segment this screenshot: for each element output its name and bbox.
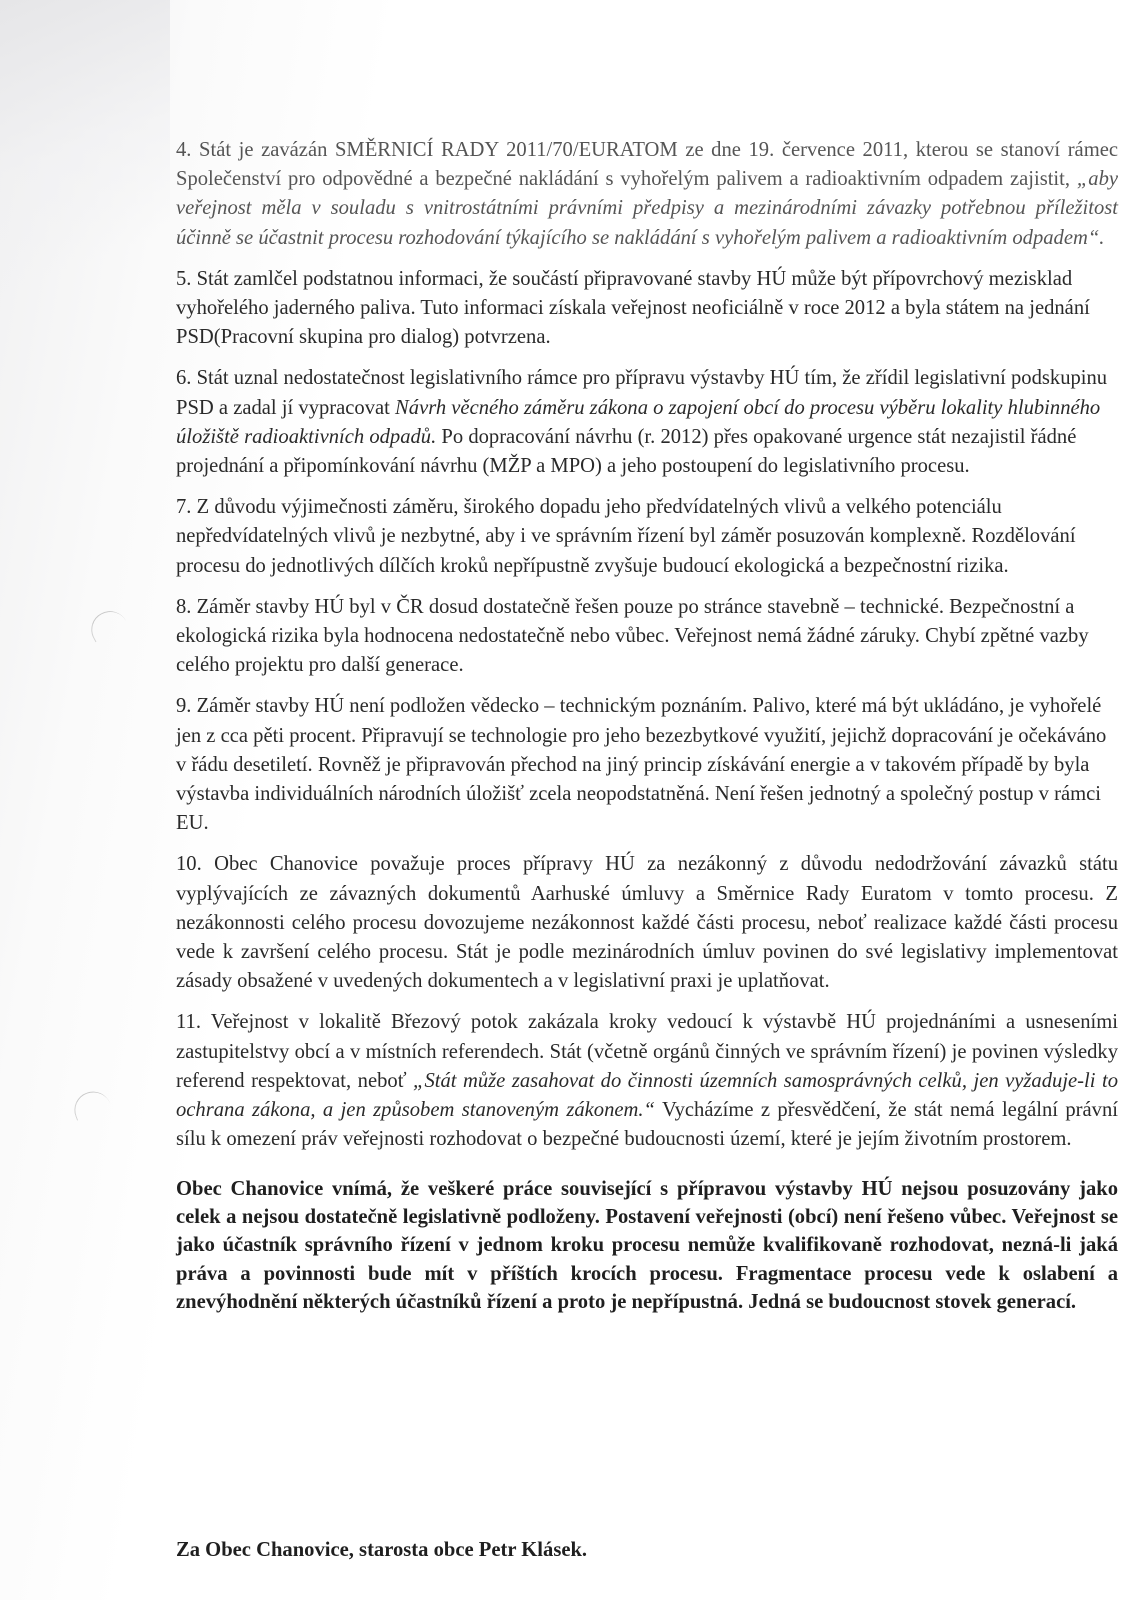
paragraph-11: [176, 1008, 1118, 1154]
paragraph-8: 8. Záměr stavby HÚ byl v ČR dosud dostatečně řešen pouze po stránce stavebně – technické. Bezpečnostní a ekologická rizika byla hodnocena nedostatečně nebo vůbec. Veřejnost nemá žádné záruky. Chybí zpětné vazby celého projektu pro další generace.: [176, 595, 1089, 677]
paragraph-9: 9. Záměr stavby HÚ není podložen vědecko – technickým poznáním. Palivo, které má být ukládáno, je vyhořelé jen z cca pěti procent. Připravují se technologie pro jeho bezezbytkové využití, jejichž dopracování je očekáváno v řádu desetiletí. Rovněž je připravován přechod na jiný princip získávání energie a v takovém případě by byla výstavba individuálních národních úložišť zcela neopodstatněná. Není řešen jednotný a společný postup v rámci EU.: [176, 695, 1107, 835]
signature-line: Za Obec Chanovice, starosta obce Petr Klásek.: [176, 1539, 588, 1561]
paragraph-11-quote: „Stát může zasahovat do činnosti územních samosprávných celků, jen vyžaduje-li to ochrana zákona, a jen způsobem stanoveným zákonem.“: [176, 1069, 1118, 1122]
paragraph-11-rest: Vycházíme z přesvědčení, že stát nemá legální právní sílu k omezení práv veřejnosti rozhodovat o bezpečné budoucnosti území, které je jejím životním prostorem.: [176, 1099, 1118, 1151]
paragraph-5: 5. Stát zamlčel podstatnou informaci, že součástí připravované stavby HÚ může být přípovrchový mezisklad vyhořelého jaderného paliva. Tuto informaci získala veřejnost neoficiálně v roce 2012 a byla státem na jednání PSD(Pracovní skupina pro dialog) potvrzena.: [176, 267, 1090, 349]
scan-shadow: [0, 0, 170, 330]
paragraph-10: 10. Obec Chanovice považuje proces přípravy HÚ za nezákonný z důvodu nedodržování závazků státu vyplývajících ze závazných dokumentů Aarhuské úmluvy a Směrnice Rady Euratom v tomto procesu. Z nezákonnosti celého procesu dovozujeme nezákonnost každé části procesu, neboť realizace každé části procesu vede k završení celého procesu. Stát je podle mezinárodních úmluv povinen do své legislativy implementovat zásady obsažené v uvedených dokumentech a v legislativní praxi je uplatňovat.: [176, 853, 1118, 993]
conclusion: Obec Chanovice vnímá, že veškeré práce související s přípravou výstavby HÚ nejsou posuzovány jako celek a nejsou dostatečně legislativně podloženy. Postavení veřejnosti (obcí) není řešeno vůbec. Veřejnost se jako účastník správního řízení v jednom kroku procesu nemůže kvalifikovaně rozhodovat, nezná-li jaká práva a povinnosti bude mít v příštích krocích procesu. Fragmentace procesu vede k oslabení a znevýhodnění některých účastníků řízení a proto je nepřípustná. Jedná se budoucnost stovek generací.: [176, 1177, 1118, 1314]
document-body: [176, 136, 1118, 1337]
punch-hole-mark: [85, 605, 128, 643]
paragraph-7: 7. Z důvodu výjimečnosti záměru, širokého dopadu jeho předvídatelných vlivů a velkého potenciálu nepředvídatelných vlivů je nezbytné, aby i ve správním řízení byl záměr posuzován komplexně. Rozdělování procesu do jednotlivých dílčích kroků nepřípustně zvyšuje budoucí ekologická a bezpečnostní rizika.: [176, 496, 1076, 577]
paragraph-4-text: 4. Stát je zavázán SMĚRNICÍ RADY 2011/70/EURATOM ze dne 19. července 2011, kterou se stanoví rámec Společenství pro odpovědné a bezpečné nakládání s vyhořelým palivem a radioaktivním odpadem zajistit,: [176, 139, 1118, 191]
punch-hole-mark: [69, 1086, 112, 1120]
paragraph-6: [176, 364, 1118, 481]
paragraph-6-rest: Po dopracování návrhu (r. 2012) přes opakované urgence stát nezajistil řádné projednání a připomínkování návrhu (MŽP a MPO) a jeho postoupení do legislativního procesu.: [176, 425, 1077, 478]
paragraph-4: [176, 136, 1118, 253]
paragraph-4-quote: „aby veřejnost měla v souladu s vnitrostátními právními předpisy a mezinárodními závazky potřebnou příležitost účinně se účastnit procesu rozhodování týkajícího se nakládání s vyhořelým palivem a radioaktivním odpadem“.: [176, 168, 1118, 249]
paragraph-6-title: Návrh věcného záměru zákona o zapojení obcí do procesu výběru lokality hlubinného úložiště radioaktivních odpadů.: [176, 396, 1101, 448]
paragraph-11-text: 11. Veřejnost v lokalitě Březový potok zakázala kroky vedoucí k výstavbě HÚ projednáními a usneseními zastupitelstvy obcí a v místních referendech. Stát (včetně orgánů činných ve správním řízení) je povinen výsledky referend respektovat, neboť: [176, 1011, 1118, 1092]
paragraph-6-text: 6. Stát uznal nedostatečnost legislativního rámce pro přípravu výstavby HÚ tím, že zřídil legislativní podskupinu PSD a zadal jí vypracovat: [176, 367, 1108, 419]
